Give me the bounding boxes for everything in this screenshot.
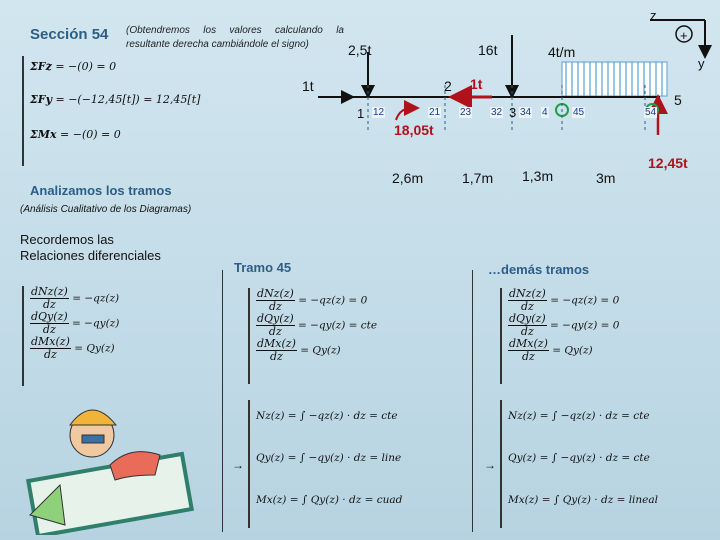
- dm-rel-dm: $\frac{\text{dMx(z)}}{dz}$ = Qy(z): [509, 337, 593, 363]
- axis-y-label: y: [698, 56, 705, 71]
- rel-dm: $\frac{\text{dMx(z)}}{dz}$ = Qy(z): [31, 335, 115, 361]
- arrow-marker-left: →: [232, 458, 244, 472]
- span-3m: 3m: [596, 170, 616, 186]
- demas-relations: [500, 288, 713, 384]
- node-4: 4: [542, 107, 548, 118]
- dm-rel-dn: $\frac{\text{dNz(z)}}{dz}$ = −qz(z) = 0: [509, 287, 620, 313]
- rel-dn: $\frac{\text{dNz(z)}}{dz}$ = −qz(z): [31, 285, 120, 311]
- demas-tramos-title: …demás tramos: [488, 262, 590, 277]
- dm-int-q: Qy(z) = ∫ −qy(z) · dz = cte: [508, 452, 650, 464]
- t45-int-q: Qy(z) = ∫ −qy(z) · dz = line: [256, 452, 402, 464]
- relations-title: Recordemos las Relaciones diferenciales: [20, 232, 161, 263]
- node-23: 23: [460, 107, 472, 118]
- dm-int-m: Mx(z) = ∫ Qy(z) · dz = lineal: [508, 494, 659, 506]
- divider-left: [222, 270, 223, 532]
- tramo45-integrals: [248, 400, 466, 528]
- t45-rel-dn: $\frac{\text{dNz(z)}}{dz}$ = −qz(z) = 0: [257, 287, 368, 313]
- demas-integrals: [500, 400, 713, 528]
- load-1t-red: 1t: [470, 76, 483, 92]
- t45-rel-dm: $\frac{\text{dMx(z)}}{dz}$ = Qy(z): [257, 337, 341, 363]
- node-21: 21: [429, 107, 441, 118]
- node-5: 5: [674, 92, 682, 108]
- tramo-45-title: Tramo 45: [234, 260, 292, 275]
- header-note: (Obtendremos los valores calculando la resultante derecha cambiándole el signo): [126, 25, 344, 50]
- dm-int-n: Nz(z) = ∫ −qz(z) · dz = cte: [508, 410, 650, 422]
- engineer-clipart: [20, 395, 200, 535]
- moment-18-05t: 18,05t: [394, 122, 434, 138]
- dm-rel-dq: $\frac{\text{dQy(z)}}{dz}$ = −qy(z) = 0: [509, 312, 620, 338]
- load-1t-left: 1t: [302, 78, 314, 94]
- equilibrium-system: [22, 56, 215, 166]
- load-16t: 16t: [478, 42, 498, 58]
- relations-generic: [22, 286, 180, 386]
- node-45: 45: [573, 107, 585, 118]
- eq-sum-fy: ΣFy = −(−12,45[t]) = 12,45[t]: [30, 93, 201, 106]
- node-2-label: 2: [444, 78, 452, 94]
- section-title: Sección 54: [30, 26, 109, 43]
- analysis-subtitle: (Análisis Cualitativo de los Diagramas): [20, 204, 192, 215]
- moment-sign-plus: +: [680, 28, 688, 43]
- node-1: 1: [357, 106, 365, 121]
- axis-z-label: z: [650, 8, 657, 23]
- node-3: 3: [509, 105, 517, 120]
- rel-dq: $\frac{\text{dQy(z)}}{dz}$ = −qy(z): [31, 310, 120, 336]
- divider-right: [472, 270, 473, 532]
- t45-int-n: Nz(z) = ∫ −qz(z) · dz = cte: [256, 410, 398, 422]
- load-2-5t: 2,5t: [348, 42, 372, 58]
- node-34: 34: [520, 107, 532, 118]
- node-54: 54: [645, 107, 657, 118]
- span-1-7m: 1,7m: [462, 170, 494, 186]
- node-32: 32: [491, 107, 503, 118]
- t45-int-m: Mx(z) = ∫ Qy(z) · dz = cuad: [256, 494, 403, 506]
- span-1-3m: 1,3m: [522, 168, 554, 184]
- t45-rel-dq: $\frac{\text{dQy(z)}}{dz}$ = −qy(z) = cte: [257, 312, 378, 338]
- reaction-12-45t: 12,45t: [648, 155, 688, 171]
- node-12: 12: [373, 107, 385, 118]
- eq-sum-mx: ΣMx = −(0) = 0: [30, 128, 121, 141]
- span-2-6m: 2,6m: [392, 170, 424, 186]
- arrow-marker-right: →: [484, 458, 496, 472]
- load-4t-m: 4t/m: [548, 44, 576, 60]
- tramo45-relations: [248, 288, 466, 384]
- analysis-title: Analizamos los tramos: [30, 183, 172, 198]
- eq-sum-fz: ΣFz = −(0) = 0: [30, 60, 117, 73]
